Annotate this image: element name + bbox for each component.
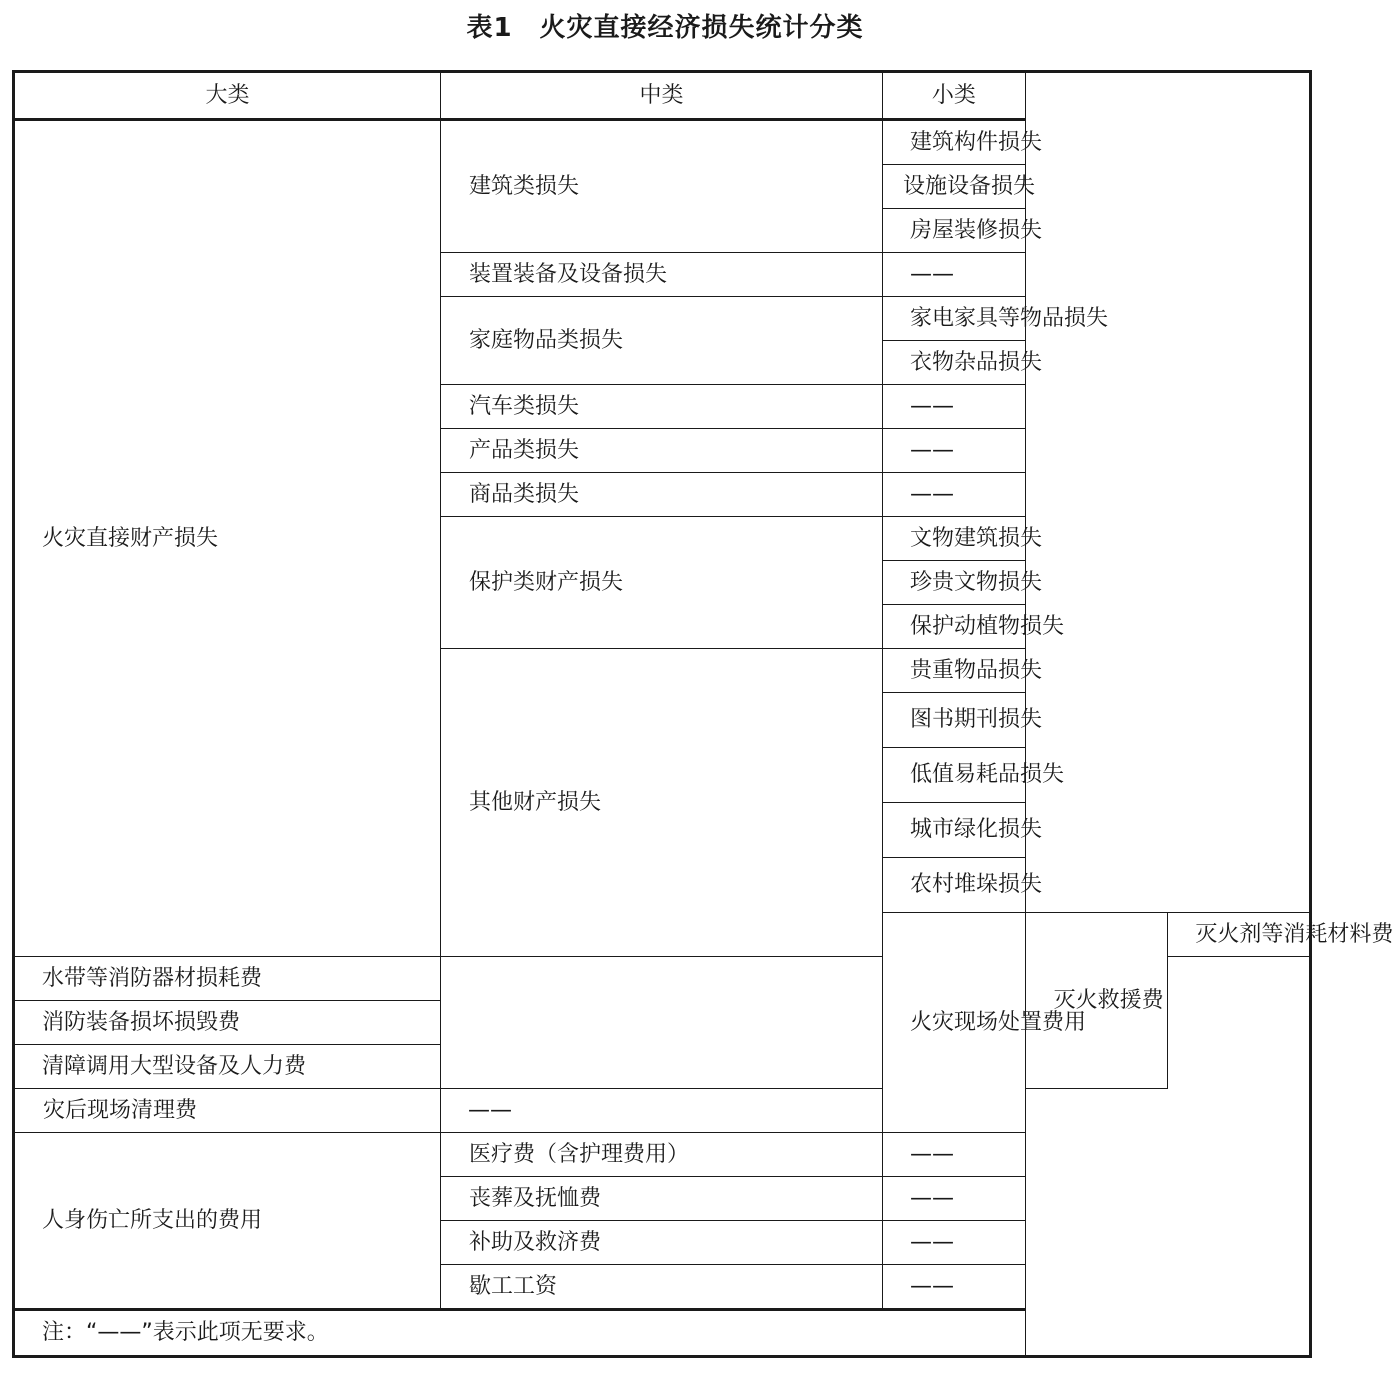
- minor-category: 农村堆垛损失: [883, 858, 1026, 913]
- minor-category: ——: [883, 1265, 1026, 1310]
- minor-category: ——: [883, 1177, 1026, 1221]
- major-category: 火灾现场处置费用: [883, 913, 1026, 1133]
- minor-category: 贵重物品损失: [883, 649, 1026, 693]
- minor-category: 图书期刊损失: [883, 693, 1026, 748]
- header-row: [14, 72, 1311, 120]
- mid-category: 建筑类损失: [441, 120, 883, 253]
- header-minor: 小类: [883, 72, 1026, 120]
- mid-category: 灾后现场清理费: [14, 1089, 441, 1133]
- minor-category: ——: [883, 1221, 1026, 1265]
- header-major: 大类: [14, 72, 441, 120]
- minor-category: 低值易耗品损失: [883, 748, 1026, 803]
- minor-category: 灭火剂等消耗材料费: [1168, 913, 1311, 957]
- minor-category: ——: [883, 253, 1026, 297]
- minor-category: 房屋装修损失: [883, 209, 1026, 253]
- minor-category: 珍贵文物损失: [883, 561, 1026, 605]
- mid-category: 丧葬及抚恤费: [441, 1177, 883, 1221]
- mid-category: 其他财产损失: [441, 649, 883, 957]
- mid-category: 产品类损失: [441, 429, 883, 473]
- mid-category: 歇工工资: [441, 1265, 883, 1310]
- table-title: 表1 火灾直接经济损失统计分类: [466, 13, 864, 43]
- minor-category: 城市绿化损失: [883, 803, 1026, 858]
- table-row: [14, 1089, 1311, 1133]
- minor-category: ——: [883, 385, 1026, 429]
- minor-category: 文物建筑损失: [883, 517, 1026, 561]
- minor-category: 消防装备损坏损毁费: [14, 1001, 441, 1045]
- major-category: 火灾直接财产损失: [14, 120, 441, 957]
- mid-category: 医疗费（含护理费用）: [441, 1133, 883, 1177]
- mid-category: 保护类财产损失: [441, 517, 883, 649]
- header-mid: 中类: [441, 72, 883, 120]
- minor-category: 清障调用大型设备及人力费: [14, 1045, 441, 1089]
- loss-classification-table: [12, 70, 1393, 1358]
- minor-category: 衣物杂品损失: [883, 341, 1026, 385]
- minor-category: ——: [441, 1089, 883, 1133]
- major-category: 人身伤亡所支出的费用: [14, 1133, 441, 1310]
- minor-category: 水带等消防器材损耗费: [14, 957, 441, 1001]
- minor-category: ——: [883, 1133, 1026, 1177]
- minor-category: 设施设备损失: [883, 165, 1026, 209]
- table-body: [14, 120, 1393, 1357]
- mid-category: 商品类损失: [441, 473, 883, 517]
- note-row: [14, 1310, 1311, 1357]
- mid-category: 汽车类损失: [441, 385, 883, 429]
- table-note: 注：“——”表示此项无要求。: [14, 1310, 1026, 1357]
- minor-category: ——: [883, 429, 1026, 473]
- mid-category: 灭火救援费: [1025, 913, 1168, 1089]
- table-row: [14, 120, 1311, 165]
- minor-category: 保护动植物损失: [883, 605, 1026, 649]
- mid-category: 补助及救济费: [441, 1221, 883, 1265]
- table-row: [14, 1133, 1311, 1177]
- minor-category: 家电家具等物品损失: [883, 297, 1026, 341]
- minor-category: 建筑构件损失: [883, 120, 1026, 165]
- mid-category: 家庭物品类损失: [441, 297, 883, 385]
- minor-category: ——: [883, 473, 1026, 517]
- mid-category: 装置装备及设备损失: [441, 253, 883, 297]
